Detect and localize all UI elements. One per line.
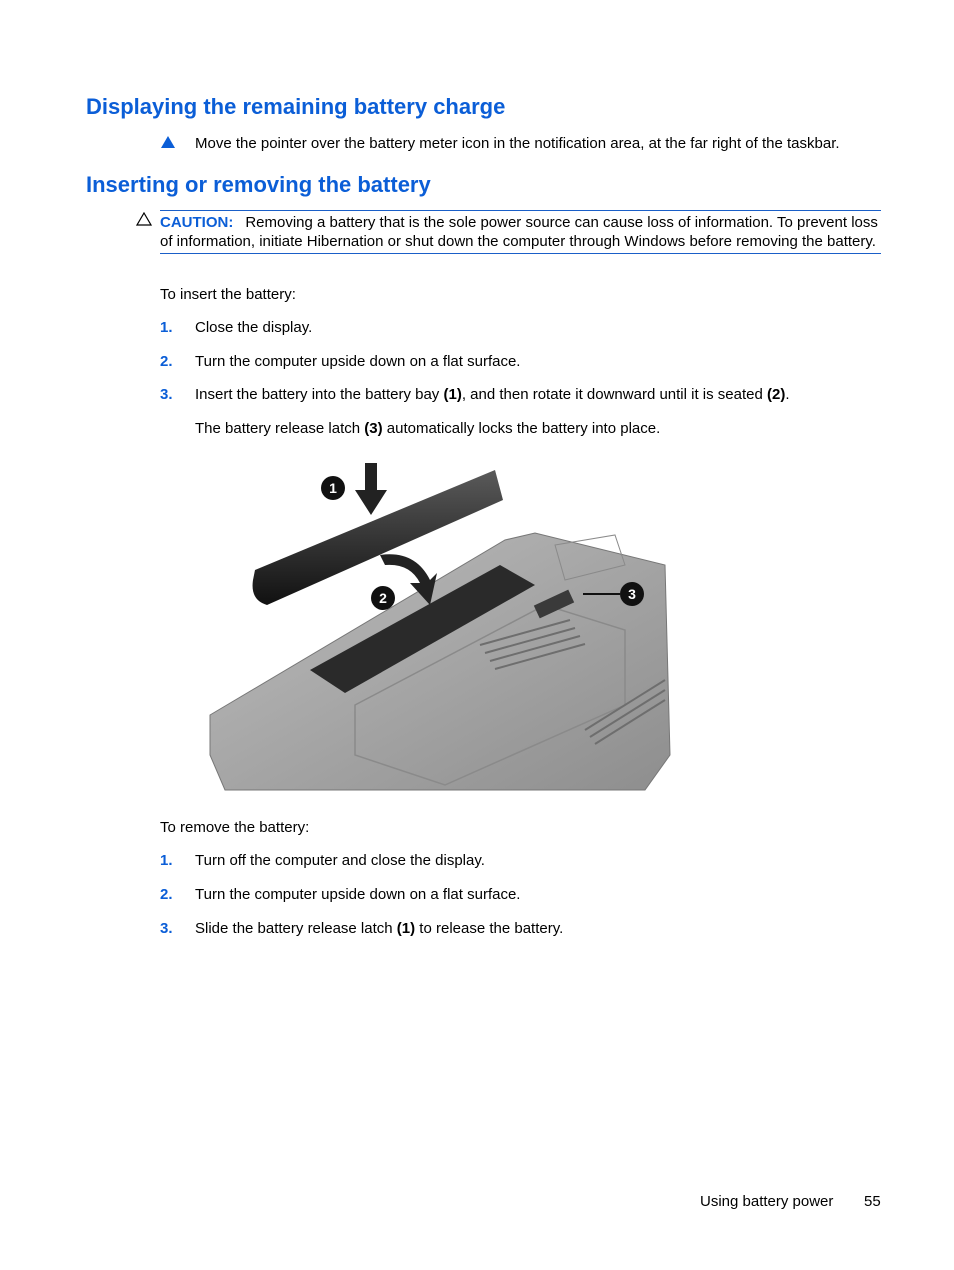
caution-triangle-icon xyxy=(136,212,152,226)
caution-label: CAUTION: xyxy=(160,214,234,231)
callout-1: 1 xyxy=(329,480,337,496)
remove-step-text: Slide the battery release latch (1) to release the battery. xyxy=(195,920,564,937)
bullet-triangle-icon xyxy=(160,135,176,149)
bullet-text: Move the pointer over the battery meter icon in the notification area, at the far right of the taskbar. xyxy=(195,135,840,152)
callout-2: 2 xyxy=(379,590,387,606)
battery-insertion-illustration xyxy=(205,455,675,800)
caution-text: Removing a battery that is the sole power source can cause loss of information. To prevent loss of information, initiate Hibernation or shut down the computer through Windows before removing the battery. xyxy=(160,214,878,250)
footer-section-title: Using battery power xyxy=(700,1193,834,1210)
insert-step-text: Turn the computer upside down on a flat surface. xyxy=(195,353,521,370)
heading-displaying-battery-charge: Displaying the remaining battery charge xyxy=(86,94,506,119)
heading-inserting-removing-battery: Inserting or removing the battery xyxy=(86,172,431,197)
footer-page-number: 55 xyxy=(864,1193,881,1210)
insert-step-number: 3. xyxy=(160,386,173,403)
remove-step-number: 2. xyxy=(160,886,173,903)
insert-step-number: 1. xyxy=(160,319,173,336)
caution-paragraph xyxy=(160,213,881,251)
caution-box xyxy=(160,210,881,254)
remove-intro: To remove the battery: xyxy=(160,819,310,836)
remove-step-number: 3. xyxy=(160,920,173,937)
insert-note: The battery release latch (3) automatically locks the battery into place. xyxy=(195,420,661,437)
insert-step-text: Close the display. xyxy=(195,319,313,336)
insert-step-text: Insert the battery into the battery bay (1), and then rotate it downward until it is seated (2). xyxy=(195,386,790,403)
callout-3: 3 xyxy=(628,586,636,602)
insert-step-number: 2. xyxy=(160,353,173,370)
remove-step-text: Turn off the computer and close the display. xyxy=(195,852,485,869)
remove-step-number: 1. xyxy=(160,852,173,869)
insert-intro: To insert the battery: xyxy=(160,286,296,303)
remove-step-text: Turn the computer upside down on a flat surface. xyxy=(195,886,521,903)
